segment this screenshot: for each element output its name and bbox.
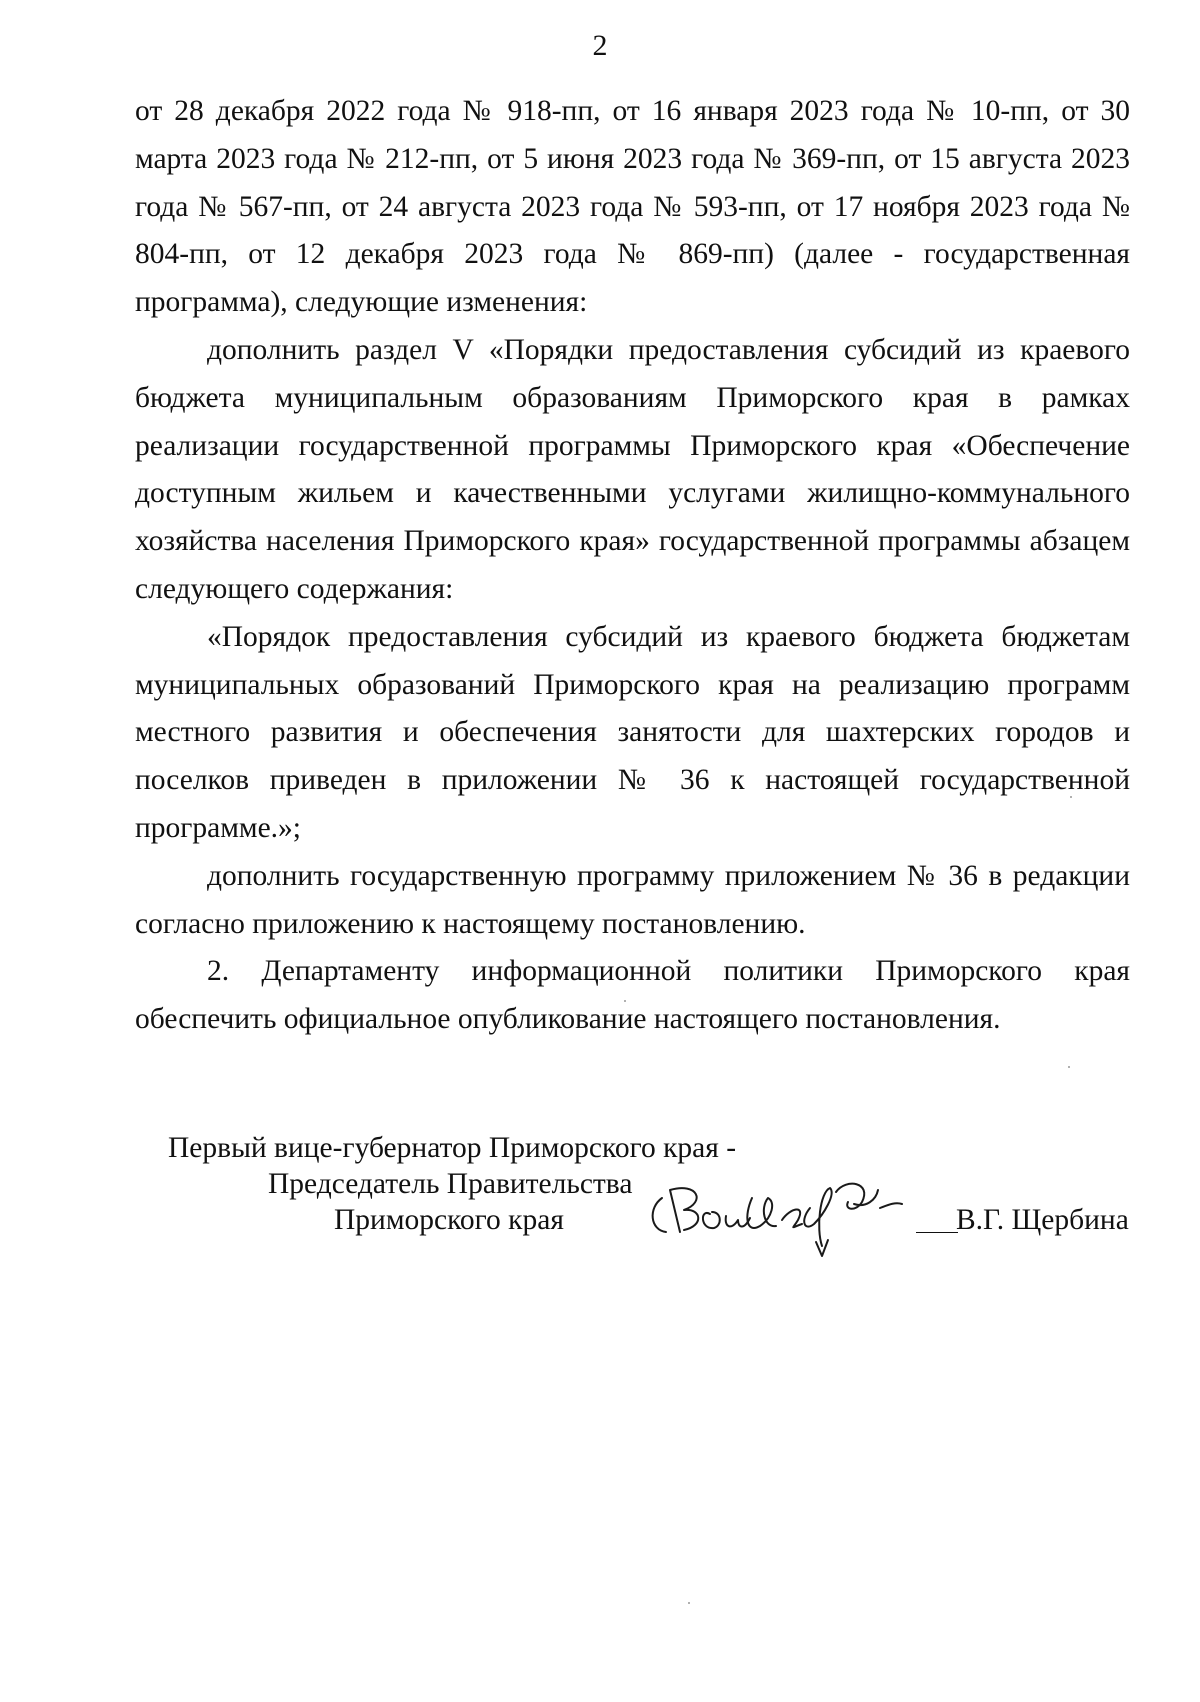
signatory-name: В.Г. Щербина: [956, 1204, 1129, 1236]
signatory-title-line-2: Председатель Правительства: [268, 1168, 633, 1200]
signatory-title-line-1: Первый вице-губернатор Приморского края -: [168, 1132, 737, 1164]
handwritten-signature-icon: [640, 1168, 940, 1258]
signatory-title-line-3: Приморского края: [334, 1204, 564, 1236]
paragraph-section-v-addition: дополнить раздел V «Порядки предоставления субсидий из краевого бюджета муниципальным образованиям Приморского края в рамках реализации государственной программы Приморского края «Обеспечение доступным жильем и качественными услугами жилищно-коммунального хозяйства населения Приморского края» государственной программы абзацем следующего содержания:: [135, 333, 1130, 605]
scan-speck: [688, 1602, 690, 1604]
scan-speck: [1070, 796, 1072, 798]
paragraph-publication-clause: 2. Департаменту информационной политики Приморского края обеспечить официальное опубликование настоящего постановления.: [135, 955, 1130, 1036]
scan-speck: [624, 1000, 626, 1002]
signature-underline: [916, 1232, 958, 1233]
paragraph-appendix-36: дополнить государственную программу приложением № 36 в редакции согласно приложению к настоящему постановлению.: [135, 859, 1130, 940]
paragraph-quoted-procedure: «Порядок предоставления субсидий из краевого бюджета бюджетам муниципальных образований Приморского края на реализацию программ местного развития и обеспечения занятости для шахтерских городов и поселков приведен в приложении № 36 к настоящей государственной программе.»;: [135, 620, 1130, 844]
signature-block: [0, 1120, 1200, 1260]
page-number: 2: [592, 29, 608, 62]
scan-speck: [1068, 1066, 1070, 1068]
document-body: [135, 88, 1130, 1044]
paragraph-amendment-list: от 28 декабря 2022 года № 918-пп, от 16 января 2023 года № 10-пп, от 30 марта 2023 года № 212-пп, от 5 июня 2023 года № 369-пп, от 15 августа 2023 года № 567-пп, от 24 августа 2023 года № 593-пп, от 17 ноября 2023 года № 804-пп, от 12 декабря 2023 года № 869-пп) (далее - государственная программа), следующие изменения:: [135, 95, 1130, 319]
